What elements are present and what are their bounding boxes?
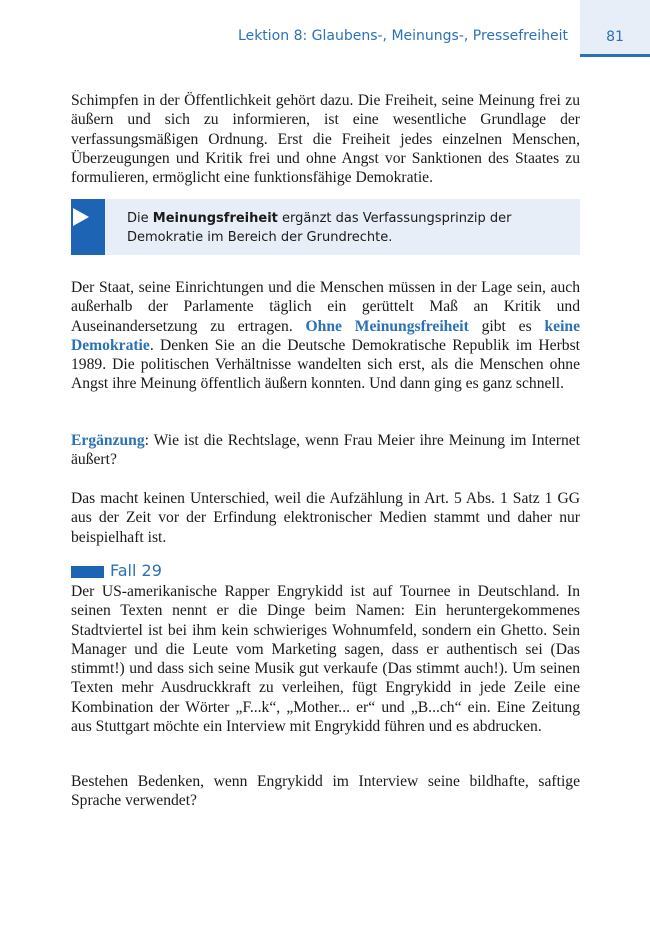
callout-marker (71, 199, 105, 255)
arrow-right-icon (73, 208, 89, 226)
highlight-term: keine Demokratie (71, 317, 580, 354)
callout-term: Meinungsfreiheit (152, 211, 278, 226)
paragraph-text: . Denken Sie an die Deutsche Demokratische Republik im Herbst 1989. Die politischen Verhältnisse wandelten sich erst, als die Menschen ohne Angst ihre Meinung öffentlich äußern konnten. Und dann ging es ganz schnell. (71, 336, 580, 393)
highlight-term: Ohne Meinungsfreiheit (305, 317, 469, 335)
paragraph-democracy (71, 278, 580, 394)
paragraph-intro: Schimpfen in der Öffentlichkeit gehört dazu. Die Freiheit, seine Meinung frei zu äußern und sich zu informieren, ist eine wesentliche Grundlage der verfassungsmäßigen Ordnung. Erst die Freiheit jedes einzelnen Menschen, Überzeugungen und Kritik frei und ohne Angst vor Sanktionen des Staates zu formulieren, ermöglicht eine funktionsfähige Demokratie. (71, 92, 580, 187)
case-label: Fall 29 (110, 561, 162, 580)
paragraph-question: Bestehen Bedenken, wenn Engrykidd im Interview seine bildhafte, saftige Sprache verwendet? (71, 773, 580, 810)
paragraph-text: gibt es (468, 317, 545, 335)
case-marker-bar (71, 566, 104, 578)
definition-callout (71, 199, 580, 255)
paragraph-supplement (71, 431, 580, 470)
paragraph-text: : Wie ist die Rechtslage, wenn Frau Meier ihre Meinung im Internet äußert? (71, 432, 580, 469)
paragraph-answer: Das macht keinen Unterschied, weil die Aufzählung in Art. 5 Abs. 1 Satz 1 GG aus der Zeit vor der Erfindung elektronischer Medien stammt und daher nur beispielhaft ist. (71, 490, 580, 546)
running-header-title: Lektion 8: Glaubens-, Meinungs-, Pressefreiheit (238, 28, 568, 44)
callout-rest: ergänzt das Verfassungsprinzip der Demokratie im Bereich der Grundrechte. (127, 211, 512, 245)
page-number: 81 (580, 0, 650, 57)
paragraph-text: Der Staat, seine Einrichtungen und die Menschen müssen in der Lage sein, auch außerhalb der Parlamente täglich ein gerüttelt Maß an Kritik und Auseinandersetzung zu ertragen. (71, 279, 580, 335)
callout-prefix: Die (127, 211, 153, 226)
paragraph-case: Der US-amerikanische Rapper Engrykidd ist auf Tournee in Deutschland. In seinen Texten nennt er die Dinge beim Namen: Ein heruntergekommenes Stadtviertel ist bei ihm kein schwieriges Wohnumfeld, sondern ein Ghetto. Sein Manager und die Leute vom Marketing sagen, dass er authentisch sei (Das stimmt!) und dass sich seine Musik gut verkaufe (Das stimmt auch!). Um seinen Texten mehr Ausdruckkraft zu verleihen, fügt Engrykidd in jede Zeile eine Kombination der Wörter „F...k“, „Mother... er“ und „B...ch“ ein. Eine Zeitung aus Stuttgart möchte ein Interview mit Engrykidd führen und es abdrucken. (71, 583, 580, 736)
callout-text (127, 209, 567, 247)
supplement-label: Ergänzung (71, 432, 145, 449)
